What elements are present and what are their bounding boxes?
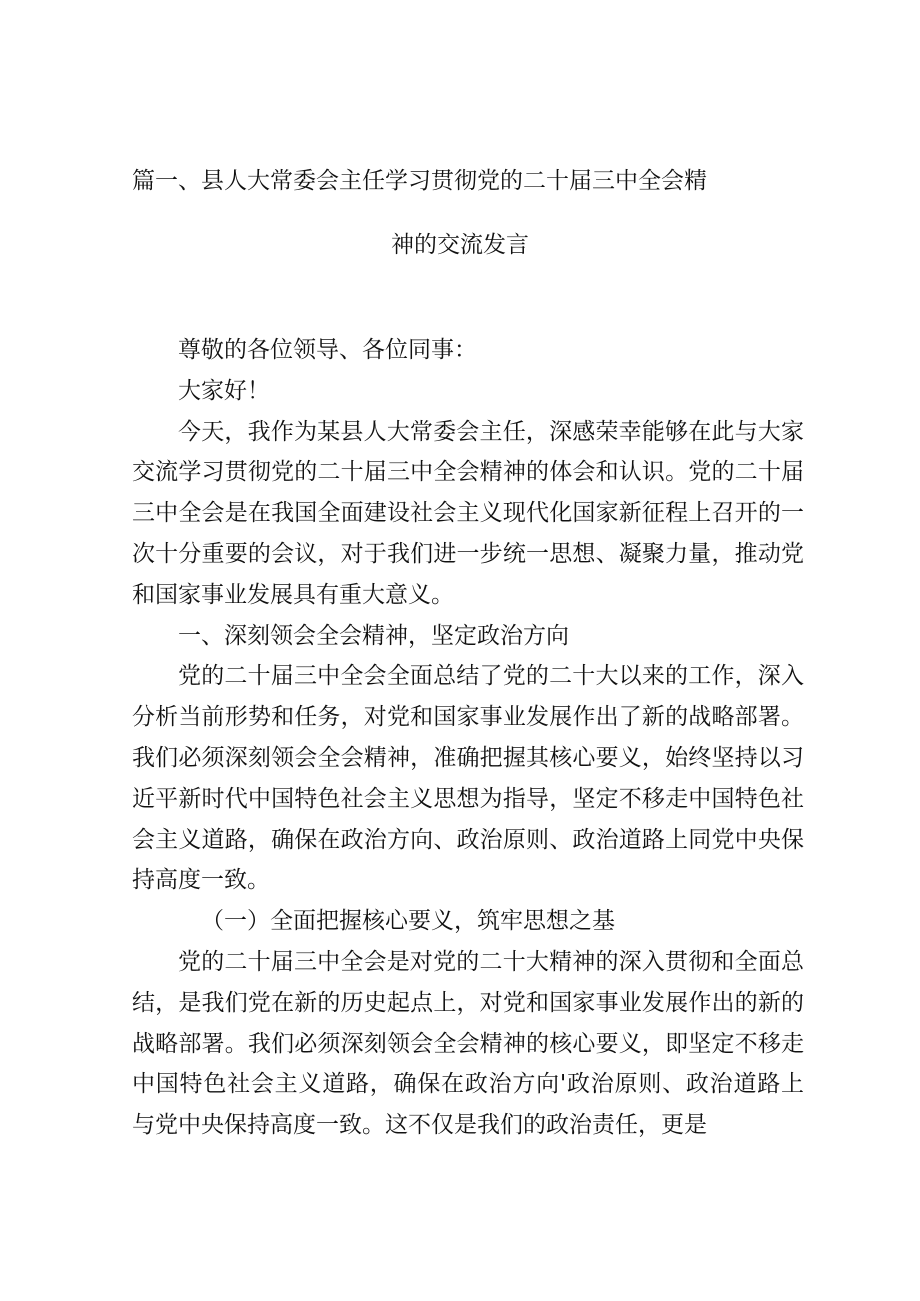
intro-paragraph: 今天，我作为某县人大常委会主任，深感荣幸能够在此与大家交流学习贯彻党的二十届三中全会精神的体会和认识。党的二十届三中全会是在我国全面建设社会主义现代化国家新征程上召开的一次十分重要的会议，对于我们进一步统一思想、凝聚力量，推动党和国家事业发展具有重大意义。 bbox=[132, 418, 804, 608]
document-title-line-2: 神的交流发言 bbox=[391, 232, 529, 258]
salutation: 尊敬的各位领导、各位同事： bbox=[178, 337, 477, 363]
document-body bbox=[132, 330, 804, 1146]
section-1-paragraph: 党的二十届三中全会全面总结了党的二十大以来的工作，深入分析当前形势和任务，对党和国家事业发展作出了新的战略部署。我们必须深刻领会全会精神，准确把握其核心要义，始终坚持以习近平新时代中国特色社会主义思想为指导，坚定不移走中国特色社会主义道路，确保在政治方向、政治原则、政治道路上同党中央保持高度一致。 bbox=[132, 663, 804, 894]
subsection-1-paragraph: 党的二十届三中全会是对党的二十大精神的深入贯彻和全面总结，是我们党在新的历史起点上，对党和国家事业发展作出的新的战略部署。我们必须深刻领会全会精神的核心要义，即坚定不移走中国特色社会主义道路，确保在政治方向'政治原则、政治道路上与党中央保持高度一致。这不仅是我们的政治责任，更是 bbox=[132, 948, 804, 1139]
section-1-heading: 一、深刻领会全会精神，坚定政治方向 bbox=[178, 622, 569, 649]
greeting: 大家好！ bbox=[178, 377, 270, 404]
subsection-1-heading: （一）全面把握核心要义，筑牢思想之基 bbox=[201, 908, 615, 935]
document-title-line-1: 篇一、县人大常委会主任学习贯彻党的二十届三中全会精 bbox=[132, 168, 707, 194]
